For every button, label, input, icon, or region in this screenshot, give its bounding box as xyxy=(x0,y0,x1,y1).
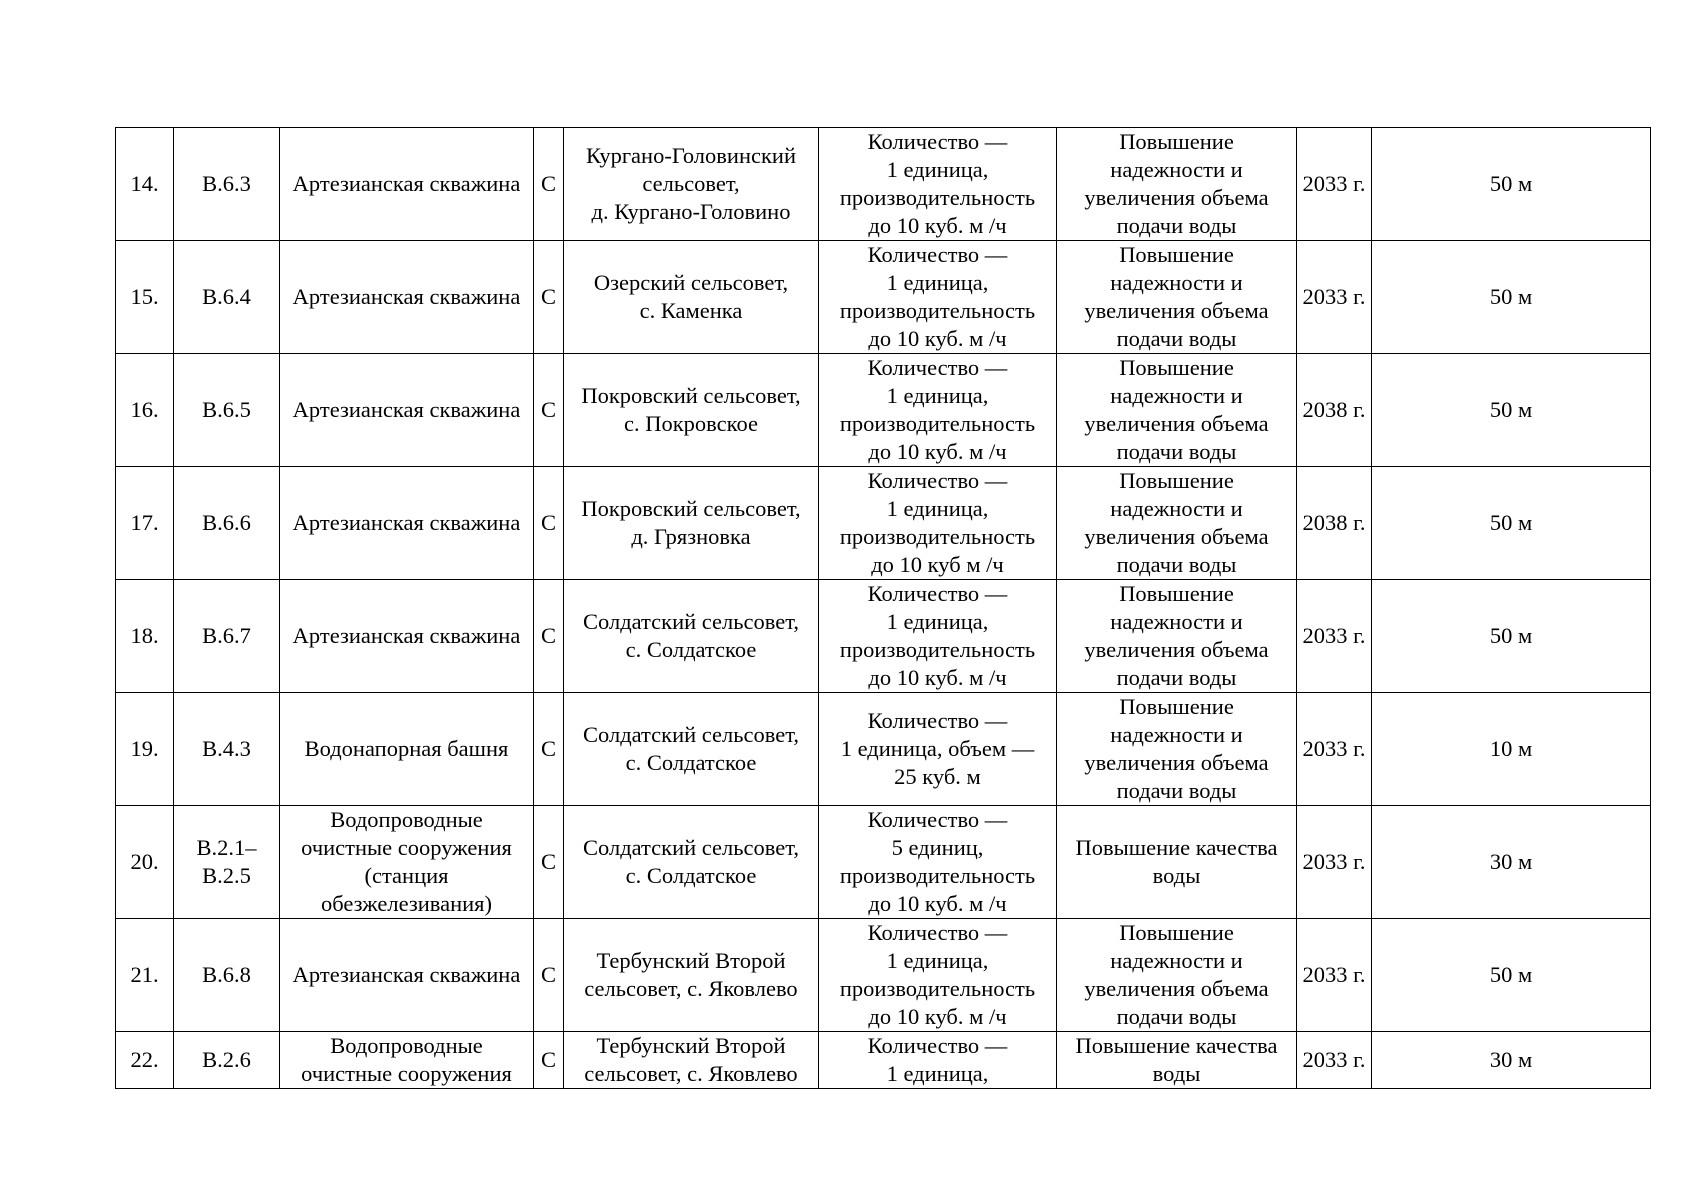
object-code-cell xyxy=(174,580,280,693)
object-status: С xyxy=(540,171,556,196)
deadline-year: 2033 г. xyxy=(1302,962,1366,987)
purpose: Повышение надежности и увеличения объема подачи воды xyxy=(1084,468,1269,577)
purpose-cell xyxy=(1057,1032,1297,1089)
table-row xyxy=(116,580,1651,693)
deadline-year: 2033 г. xyxy=(1302,284,1366,309)
purpose-cell xyxy=(1057,241,1297,354)
object-code-cell xyxy=(174,693,280,806)
deadline-cell xyxy=(1297,128,1372,241)
purpose-cell xyxy=(1057,806,1297,919)
table-row xyxy=(116,1032,1651,1089)
object-status: С xyxy=(540,849,556,874)
table-row xyxy=(116,241,1651,354)
deadline-year: 2033 г. xyxy=(1302,1047,1366,1072)
purpose: Повышение надежности и увеличения объема подачи воды xyxy=(1084,242,1269,351)
location: Солдатский сельсовет, с. Солдатское xyxy=(583,835,799,888)
zone-cell xyxy=(1372,1032,1651,1089)
protection-zone: 10 м xyxy=(1489,736,1533,761)
table-body xyxy=(116,128,1651,1089)
table-row xyxy=(116,919,1651,1032)
object-status-cell xyxy=(534,806,564,919)
table-row xyxy=(116,467,1651,580)
object-name: Водопроводные очистные сооружения (станция обезжелезивания) xyxy=(301,807,512,916)
row-number-cell xyxy=(116,354,174,467)
location-cell xyxy=(564,1032,819,1089)
row-number: 20. xyxy=(130,849,159,874)
object-status-cell xyxy=(534,919,564,1032)
purpose-cell xyxy=(1057,128,1297,241)
object-name: Водонапорная башня xyxy=(304,736,509,761)
zone-cell xyxy=(1372,806,1651,919)
row-number-cell xyxy=(116,580,174,693)
protection-zone: 30 м xyxy=(1489,1047,1533,1072)
row-number: 19. xyxy=(130,736,159,761)
deadline-cell xyxy=(1297,354,1372,467)
deadline-year: 2038 г. xyxy=(1302,397,1366,422)
location-cell xyxy=(564,128,819,241)
characteristics-cell xyxy=(819,241,1057,354)
object-status-cell xyxy=(534,354,564,467)
purpose: Повышение надежности и увеличения объема подачи воды xyxy=(1084,355,1269,464)
protection-zone: 30 м xyxy=(1489,849,1533,874)
object-status: С xyxy=(540,397,556,422)
characteristics-cell xyxy=(819,354,1057,467)
location: Солдатский сельсовет, с. Солдатское xyxy=(583,722,799,775)
characteristics-cell xyxy=(819,1032,1057,1089)
purpose: Повышение надежности и увеличения объема подачи воды xyxy=(1084,129,1269,238)
object-status-cell xyxy=(534,580,564,693)
deadline-year: 2033 г. xyxy=(1302,171,1366,196)
location: Тербунский Второй сельсовет, с. Яковлево xyxy=(584,948,798,1001)
object-code: В.4.3 xyxy=(202,736,251,761)
characteristics: Количество — 5 единиц, производительность до 10 куб. м /ч xyxy=(839,807,1036,916)
object-name: Артезианская скважина xyxy=(292,284,521,309)
zone-cell xyxy=(1372,580,1651,693)
table-row xyxy=(116,806,1651,919)
protection-zone: 50 м xyxy=(1489,623,1533,648)
object-name: Артезианская скважина xyxy=(292,397,521,422)
zone-cell xyxy=(1372,467,1651,580)
object-code-cell xyxy=(174,919,280,1032)
purpose: Повышение надежности и увеличения объема подачи воды xyxy=(1084,920,1269,1029)
object-code: В.2.6 xyxy=(202,1047,251,1072)
object-status-cell xyxy=(534,1032,564,1089)
zone-cell xyxy=(1372,241,1651,354)
characteristics-cell xyxy=(819,693,1057,806)
protection-zone: 50 м xyxy=(1489,962,1533,987)
purpose-cell xyxy=(1057,467,1297,580)
table-row xyxy=(116,354,1651,467)
object-name: Артезианская скважина xyxy=(292,962,521,987)
row-number: 16. xyxy=(130,397,159,422)
object-status-cell xyxy=(534,128,564,241)
protection-zone: 50 м xyxy=(1489,397,1533,422)
characteristics: Количество — 1 единица, производительность до 10 куб. м /ч xyxy=(839,242,1036,351)
object-status-cell xyxy=(534,467,564,580)
purpose-cell xyxy=(1057,354,1297,467)
object-name: Водопроводные очистные сооружения xyxy=(301,1033,512,1086)
object-code-cell xyxy=(174,128,280,241)
location: Покровский сельсовет, с. Покровское xyxy=(581,383,801,436)
purpose: Повышение качества воды xyxy=(1075,835,1278,888)
object-code: В.6.7 xyxy=(202,623,251,648)
row-number-cell xyxy=(116,1032,174,1089)
object-name: Артезианская скважина xyxy=(292,171,521,196)
object-status: С xyxy=(540,623,556,648)
object-name-cell xyxy=(280,919,534,1032)
deadline-cell xyxy=(1297,1032,1372,1089)
deadline-year: 2033 г. xyxy=(1302,623,1366,648)
object-name-cell xyxy=(280,806,534,919)
row-number-cell xyxy=(116,806,174,919)
purpose-cell xyxy=(1057,919,1297,1032)
row-number-cell xyxy=(116,467,174,580)
deadline-cell xyxy=(1297,580,1372,693)
characteristics-cell xyxy=(819,806,1057,919)
object-code: В.6.3 xyxy=(202,171,251,196)
location-cell xyxy=(564,806,819,919)
location-cell xyxy=(564,354,819,467)
characteristics: Количество — 1 единица, производительность до 10 куб. м /ч xyxy=(839,129,1036,238)
deadline-cell xyxy=(1297,693,1372,806)
object-name-cell xyxy=(280,354,534,467)
deadline-year: 2033 г. xyxy=(1302,849,1366,874)
characteristics: Количество — 1 единица, xyxy=(867,1033,1008,1086)
location-cell xyxy=(564,580,819,693)
location-cell xyxy=(564,467,819,580)
object-status-cell xyxy=(534,241,564,354)
row-number: 18. xyxy=(130,623,159,648)
deadline-year: 2038 г. xyxy=(1302,510,1366,535)
object-name-cell xyxy=(280,1032,534,1089)
object-code: В.6.4 xyxy=(202,284,251,309)
characteristics: Количество — 1 единица, производительность до 10 куб. м /ч xyxy=(839,581,1036,690)
object-code: В.6.6 xyxy=(202,510,251,535)
object-name: Артезианская скважина xyxy=(292,510,521,535)
object-code: В.6.5 xyxy=(202,397,251,422)
protection-zone: 50 м xyxy=(1489,284,1533,309)
object-status: С xyxy=(540,510,556,535)
object-status: С xyxy=(540,736,556,761)
object-status: С xyxy=(540,284,556,309)
purpose-cell xyxy=(1057,693,1297,806)
location: Озерский сельсовет, с. Каменка xyxy=(593,270,789,323)
purpose: Повышение надежности и увеличения объема подачи воды xyxy=(1084,694,1269,803)
zone-cell xyxy=(1372,693,1651,806)
table-row xyxy=(116,128,1651,241)
characteristics: Количество — 1 единица, объем — 25 куб. м xyxy=(840,708,1035,789)
location-cell xyxy=(564,919,819,1032)
object-name: Артезианская скважина xyxy=(292,623,521,648)
location-cell xyxy=(564,693,819,806)
characteristics-cell xyxy=(819,128,1057,241)
location: Покровский сельсовет, д. Грязновка xyxy=(581,496,801,549)
zone-cell xyxy=(1372,128,1651,241)
row-number-cell xyxy=(116,241,174,354)
deadline-cell xyxy=(1297,806,1372,919)
object-name-cell xyxy=(280,693,534,806)
object-name-cell xyxy=(280,580,534,693)
object-status: С xyxy=(540,962,556,987)
zone-cell xyxy=(1372,354,1651,467)
object-code-cell xyxy=(174,806,280,919)
row-number-cell xyxy=(116,919,174,1032)
object-status: С xyxy=(540,1047,556,1072)
characteristics-cell xyxy=(819,919,1057,1032)
object-name-cell xyxy=(280,241,534,354)
deadline-cell xyxy=(1297,919,1372,1032)
row-number: 22. xyxy=(130,1047,159,1072)
object-name-cell xyxy=(280,128,534,241)
object-code-cell xyxy=(174,354,280,467)
object-code: В.2.1– В.2.5 xyxy=(196,835,257,888)
object-status-cell xyxy=(534,693,564,806)
location-cell xyxy=(564,241,819,354)
zone-cell xyxy=(1372,919,1651,1032)
location: Кургано-Головинский сельсовет, д. Кургано-Головино xyxy=(586,143,796,224)
characteristics-cell xyxy=(819,580,1057,693)
table-row xyxy=(116,693,1651,806)
object-code-cell xyxy=(174,1032,280,1089)
characteristics: Количество — 1 единица, производительность до 10 куб. м /ч xyxy=(839,355,1036,464)
object-code-cell xyxy=(174,241,280,354)
row-number-cell xyxy=(116,128,174,241)
deadline-year: 2033 г. xyxy=(1302,736,1366,761)
purpose-cell xyxy=(1057,580,1297,693)
row-number: 21. xyxy=(130,962,159,987)
protection-zone: 50 м xyxy=(1489,171,1533,196)
row-number: 14. xyxy=(130,171,159,196)
purpose: Повышение качества воды xyxy=(1075,1033,1278,1086)
location: Солдатский сельсовет, с. Солдатское xyxy=(583,609,799,662)
facilities-table xyxy=(115,127,1651,1089)
characteristics: Количество — 1 единица, производительность до 10 куб м /ч xyxy=(839,468,1036,577)
deadline-cell xyxy=(1297,467,1372,580)
purpose: Повышение надежности и увеличения объема подачи воды xyxy=(1084,581,1269,690)
row-number: 15. xyxy=(130,284,159,309)
location: Тербунский Второй сельсовет, с. Яковлево xyxy=(584,1033,798,1086)
object-code: В.6.8 xyxy=(202,962,251,987)
characteristics: Количество — 1 единица, производительность до 10 куб. м /ч xyxy=(839,920,1036,1029)
protection-zone: 50 м xyxy=(1489,510,1533,535)
object-code-cell xyxy=(174,467,280,580)
row-number: 17. xyxy=(130,510,159,535)
row-number-cell xyxy=(116,693,174,806)
deadline-cell xyxy=(1297,241,1372,354)
characteristics-cell xyxy=(819,467,1057,580)
object-name-cell xyxy=(280,467,534,580)
